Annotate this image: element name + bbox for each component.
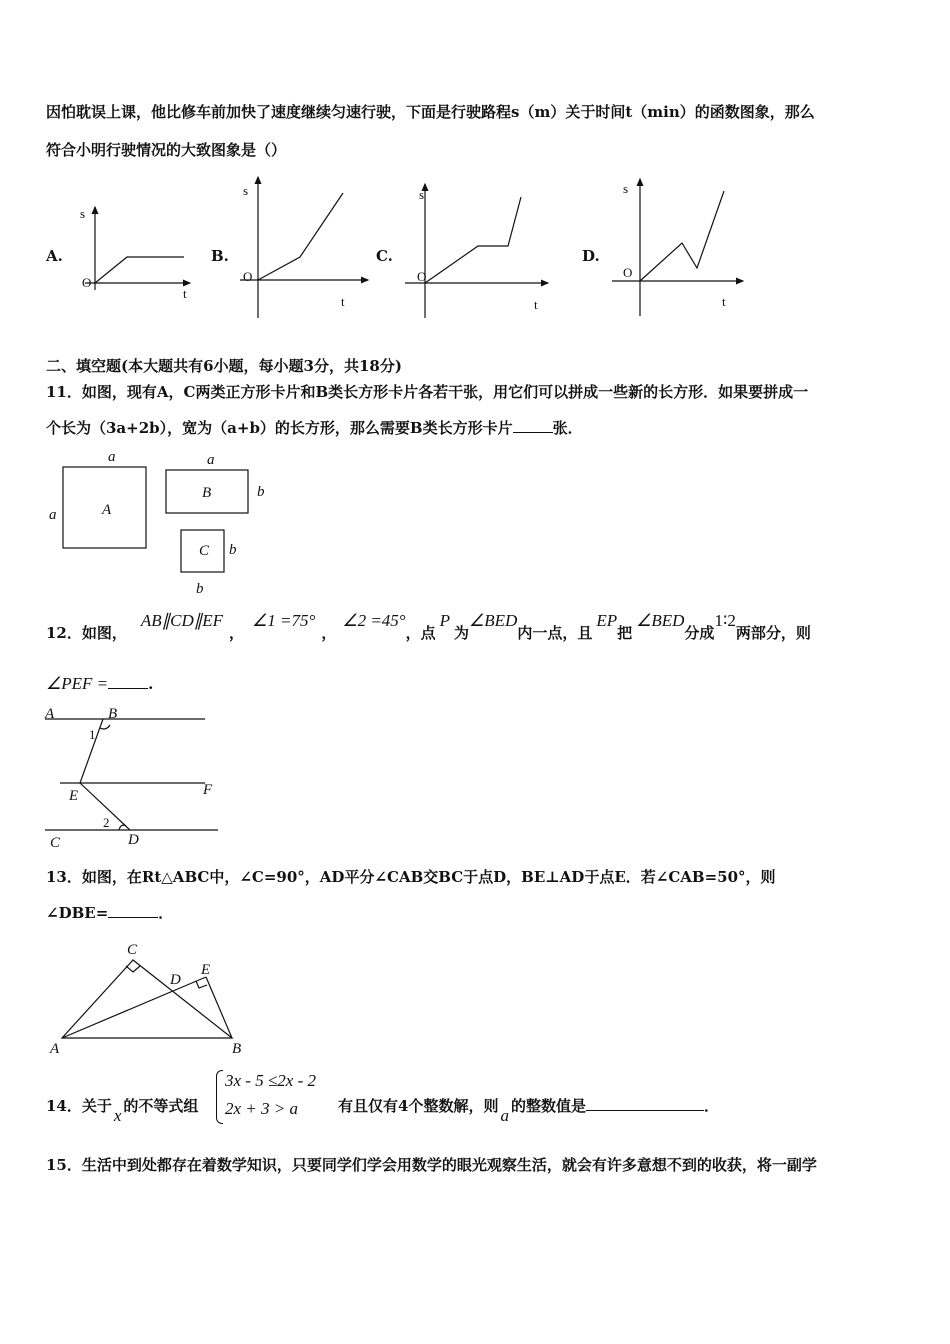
q14-text: 的不等式组 — [123, 1097, 199, 1115]
label-card-b: B — [202, 485, 212, 501]
section-2-title: 二、填空题(本大题共有6小题，每小题3分，共18分) — [46, 357, 402, 375]
q14-prefix: 14．关于 — [46, 1097, 112, 1115]
q11-text: 个长为（3a+2b），宽为（a+b）的长方形，那么需要B类长方形卡片 — [46, 419, 513, 437]
q12-text: 内一点，且 — [517, 624, 593, 642]
label-a-left: a — [49, 507, 57, 523]
angle-bed: ∠BED — [636, 611, 685, 630]
answer-blank — [513, 418, 553, 433]
origin-label: O — [82, 275, 92, 290]
graph-c — [405, 184, 548, 318]
option-c-label: C. — [376, 247, 393, 265]
q13-text-line1: 13．如图，在Rt△ABC中，∠C=90°，AD平分∠CAB交BC于点D，BE⊥AD于点E．若∠CAB=50°，则 — [46, 868, 776, 886]
point-c: C — [127, 942, 138, 958]
axis-label-t: t — [183, 286, 187, 301]
axis-label-s: s — [243, 183, 249, 198]
answer-blank — [108, 903, 158, 918]
ratio: 1∶2 — [714, 611, 736, 630]
q12-text: 两部分，则 — [735, 624, 811, 642]
period: ． — [158, 904, 174, 922]
q12-text: ，点 — [405, 624, 436, 642]
inequality-2: 2x + 3 > a — [225, 1099, 298, 1118]
axis-label-s: s — [80, 206, 86, 221]
angle-1-label: 1 — [89, 727, 96, 742]
q14-text: 有且仅有4个整数解，则 — [338, 1097, 499, 1115]
point-d: D — [128, 832, 139, 848]
graph-a-line — [95, 257, 184, 283]
angle-2-label: 2 — [103, 815, 110, 830]
variable-a: a — [500, 1106, 509, 1125]
right-angle-e — [196, 981, 207, 988]
point-f: F — [203, 782, 213, 798]
inequality-1: 3x - 5 ≤2x - 2 — [225, 1071, 316, 1090]
system-brace — [216, 1070, 223, 1124]
label-card-c: C — [199, 543, 210, 559]
axis-label-t: t — [341, 294, 345, 309]
point-d: D — [170, 972, 181, 988]
label-card-a: A — [102, 502, 112, 518]
option-b-label: B. — [211, 247, 229, 265]
origin-label: O — [243, 269, 253, 284]
point-a: A — [45, 706, 55, 722]
q15-text-line1: 15．生活中到处都存在着数学知识，只要同学们学会用数学的眼光观察生活，就会有许多意想不到的收获，将一副学 — [46, 1156, 817, 1174]
point-b: B — [108, 706, 118, 722]
axis-label-s: s — [623, 181, 629, 196]
option-a-label: A. — [46, 247, 63, 265]
graph-b — [240, 177, 368, 318]
graph-b-line — [258, 193, 343, 280]
point-p: P — [439, 611, 450, 630]
q10-text-line1: 因怕耽误上课，他比修车前加快了速度继续匀速行驶，下面是行驶路程s（m）关于时间t（min）的函数图象，那么 — [46, 103, 815, 121]
q10-text-line2: 符合小明行驶情况的大致图象是（） — [46, 141, 287, 159]
q11-text-line2 — [46, 418, 583, 438]
point-b: B — [232, 1041, 242, 1057]
q14-suffix — [338, 1096, 719, 1125]
label-c-side: b — [229, 542, 237, 558]
answer-blank — [586, 1096, 704, 1111]
period: ． — [703, 1097, 719, 1115]
point-c: C — [50, 835, 61, 851]
q11-text-end: 张． — [552, 419, 583, 437]
right-angle-c — [126, 966, 140, 972]
label-c-bottom: b — [196, 581, 204, 597]
segment-ae — [62, 977, 206, 1038]
q11-text-line1: 11．如图，现有A，C两类正方形卡片和B类长方形卡片各若干张，用它们可以拼成一些新的长方形．如果要拼成一 — [46, 383, 809, 401]
point-a: A — [50, 1041, 60, 1057]
period: . — [148, 675, 154, 693]
angle-1-value: ∠1 =75° — [252, 611, 316, 630]
label-a-top: a — [108, 449, 116, 465]
label-b-side: b — [257, 484, 265, 500]
q12-prefix: 12．如图， — [46, 624, 127, 642]
variable-x: x — [113, 1106, 122, 1125]
q14-text: 的整数值是 — [510, 1097, 586, 1115]
comma: ， — [321, 624, 337, 642]
point-e: E — [69, 788, 79, 804]
answer-blank — [108, 674, 148, 689]
q12-text-line1 — [46, 611, 811, 655]
ray-ep: EP — [596, 611, 618, 630]
origin-label: O — [417, 269, 427, 284]
q13-text-line2 — [46, 903, 173, 923]
comma: ， — [229, 624, 245, 642]
option-d-label: D. — [582, 247, 600, 265]
parallel-condition: AB∥CD∥EF — [140, 611, 224, 630]
angle-pef: ∠PEF = — [46, 674, 109, 693]
angle-1-arc — [100, 725, 110, 729]
axis-label-s: s — [419, 187, 425, 202]
angle-dbe: ∠DBE= — [46, 904, 109, 922]
graph-d-line — [640, 191, 724, 281]
q12-text: 把 — [617, 624, 633, 642]
graph-c-line — [425, 197, 521, 283]
graph-a — [85, 207, 190, 290]
q12-text-line2 — [46, 674, 153, 694]
axis-label-t: t — [534, 297, 538, 312]
label-b-top: a — [207, 452, 215, 468]
axis-label-t: t — [722, 294, 726, 309]
point-e: E — [201, 962, 211, 978]
angle-bed: ∠BED — [469, 611, 518, 630]
origin-label: O — [623, 265, 633, 280]
angle-2-value: ∠2 =45° — [342, 611, 406, 630]
q12-text: 分成 — [684, 624, 715, 642]
q12-text: 为 — [454, 624, 470, 642]
segment-be — [206, 977, 232, 1038]
angle-2-arc — [119, 825, 126, 830]
q14-prefix-block — [46, 1096, 199, 1125]
